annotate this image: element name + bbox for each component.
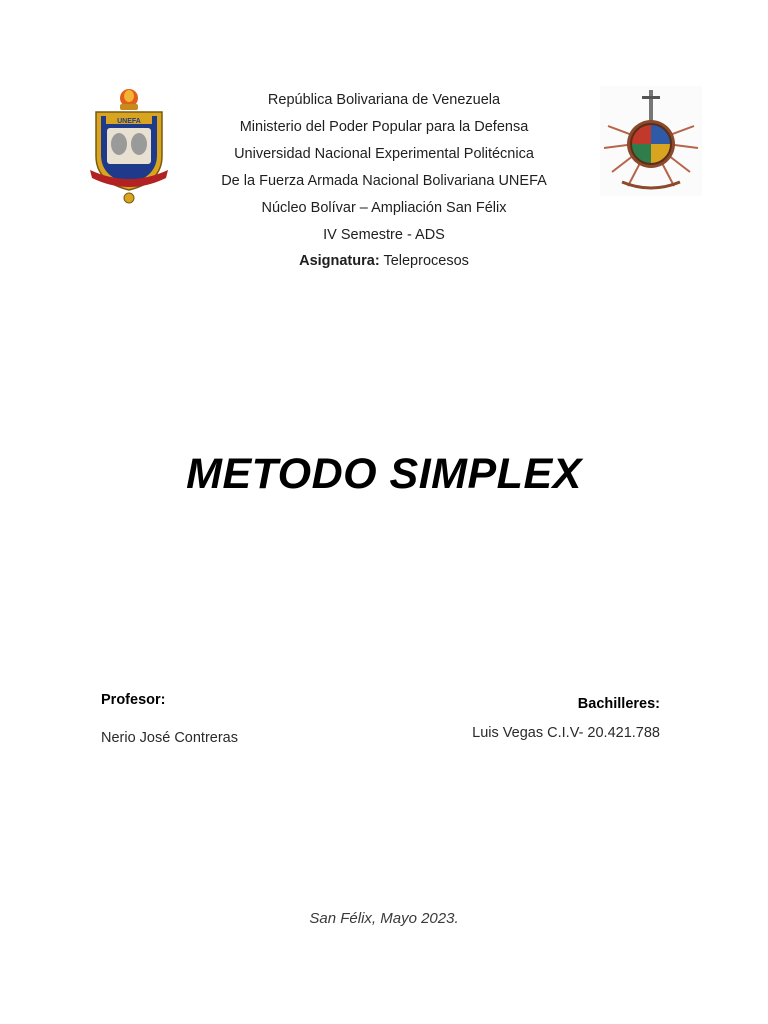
- place-date: San Félix, Mayo 2023.: [309, 910, 459, 927]
- subject-line: [0, 252, 768, 270]
- header-line-unefa: De la Fuerza Armada Nacional Bolivariana UNEFA: [221, 173, 547, 189]
- student-name: Luis Vegas C.I.V- 20.421.788: [472, 725, 660, 741]
- crest-text: UNEFA: [117, 118, 141, 125]
- students-label: Bachilleres:: [577, 696, 660, 712]
- header-line-campus: Núcleo Bolívar – Ampliación San Félix: [261, 200, 507, 216]
- subject-value: Teleprocesos: [383, 253, 469, 269]
- header-line-ministry: Ministerio del Poder Popular para la Defensa: [239, 119, 529, 135]
- header-line-university: Universidad Nacional Experimental Politécnica: [234, 146, 534, 162]
- header-line-semester: IV Semestre - ADS: [323, 227, 445, 243]
- professor-name: Nerio José Contreras: [101, 730, 238, 746]
- header-line-country: República Bolivariana de Venezuela: [267, 92, 501, 108]
- subject-label: Asignatura:: [299, 253, 380, 269]
- document-title: METODO SIMPLEX: [186, 450, 582, 498]
- professor-label: Profesor:: [101, 692, 166, 708]
